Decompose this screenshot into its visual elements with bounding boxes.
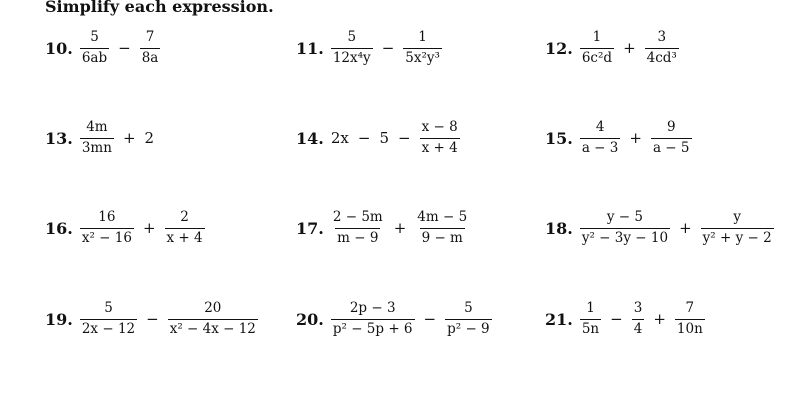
fraction [420, 120, 460, 156]
denominator: 8a [141, 49, 159, 66]
operator: + [122, 129, 136, 148]
denominator: 6ab [81, 49, 108, 66]
problem-number: 13. [45, 128, 73, 148]
fraction [403, 30, 442, 66]
denominator: y² − 3y − 10 [581, 229, 669, 246]
fraction [80, 210, 134, 246]
problem-number: 21. [545, 309, 573, 329]
numerator: x − 8 [421, 119, 458, 135]
numerator: 5 [347, 29, 357, 45]
fraction [331, 301, 415, 337]
operator: − [423, 310, 437, 329]
fraction [168, 301, 258, 337]
problem-14 [296, 120, 463, 156]
numerator: y − 5 [606, 209, 644, 225]
fraction [165, 210, 205, 246]
numerator: 5 [464, 300, 473, 316]
operator: + [679, 219, 692, 238]
fraction [415, 210, 469, 246]
fraction [580, 30, 614, 66]
denominator: x² − 16 [81, 229, 132, 246]
fraction [580, 120, 621, 156]
denominator: 12x⁴y [332, 49, 371, 66]
denominator: 5n [581, 320, 600, 337]
denominator: 10n [676, 320, 703, 337]
denominator: x + 4 [421, 139, 458, 156]
problem-12 [545, 30, 682, 66]
term: 2x [330, 129, 349, 148]
fraction [701, 210, 774, 246]
problem-number: 14. [296, 128, 324, 148]
operator: − [381, 39, 395, 58]
term: 2 [144, 129, 155, 148]
problem-number: 10. [45, 38, 73, 58]
denominator: 9 − m [421, 229, 463, 246]
numerator: 9 [666, 119, 676, 135]
problem-number: 18. [545, 218, 573, 238]
operator: − [397, 129, 411, 148]
numerator: 4 [595, 119, 605, 135]
fraction [580, 301, 601, 337]
fraction [140, 30, 161, 66]
numerator: 1 [586, 300, 595, 316]
problem-19 [45, 301, 261, 337]
denominator: 2x − 12 [81, 320, 136, 337]
fraction [331, 210, 385, 246]
fraction [445, 301, 492, 337]
numerator: 5 [90, 29, 99, 45]
problem-number: 11. [296, 38, 324, 58]
operator: + [653, 310, 666, 329]
denominator: m − 9 [337, 229, 379, 246]
fraction [580, 210, 670, 246]
denominator: 4cd³ [646, 49, 677, 66]
operator: − [118, 39, 131, 58]
fraction [80, 120, 114, 156]
problem-18 [545, 210, 777, 246]
numerator: 1 [418, 29, 427, 45]
numerator: y [733, 209, 741, 225]
denominator: x + 4 [166, 229, 203, 246]
numerator: 3 [657, 29, 667, 45]
problem-number: 17. [296, 218, 324, 238]
numerator: 3 [633, 300, 643, 316]
problem-10 [45, 30, 163, 66]
problem-20 [296, 301, 495, 337]
operator: + [393, 219, 407, 238]
operator: + [142, 219, 156, 238]
denominator: 4 [633, 320, 643, 337]
fraction [651, 120, 692, 156]
numerator: 2p − 3 [349, 300, 396, 316]
denominator: 5x²y³ [405, 49, 440, 66]
numerator: 7 [685, 300, 695, 316]
numerator: 2 − 5m [332, 209, 383, 225]
fraction [80, 301, 137, 337]
problem-number: 15. [545, 128, 573, 148]
problem-11 [296, 30, 445, 66]
numerator: 1 [592, 29, 602, 45]
numerator: 2 [180, 209, 189, 225]
denominator: p² − 9 [447, 320, 490, 337]
denominator: y² + y − 2 [702, 229, 772, 246]
fraction [331, 30, 373, 66]
denominator: p² − 5p + 6 [332, 320, 413, 337]
fraction [80, 30, 109, 66]
denominator: 6c²d [581, 49, 613, 66]
numerator: 20 [204, 300, 222, 316]
fraction [645, 30, 679, 66]
problem-number: 16. [45, 218, 73, 238]
worksheet-heading: Simplify each expression. [45, 0, 274, 16]
problem-17 [296, 210, 472, 246]
problem-number: 19. [45, 309, 73, 329]
numerator: 4m − 5 [417, 209, 468, 225]
operator: + [623, 39, 636, 58]
operator: + [629, 129, 642, 148]
term: 5 [379, 129, 389, 148]
numerator: 7 [145, 29, 155, 45]
numerator: 4m [86, 119, 108, 135]
problem-16 [45, 210, 208, 246]
operator: − [146, 310, 159, 329]
fraction [675, 301, 705, 337]
fraction [632, 301, 645, 337]
problem-21 [545, 301, 708, 337]
numerator: 5 [104, 300, 113, 316]
denominator: 3mn [81, 139, 112, 156]
operator: − [610, 310, 623, 329]
problem-15 [545, 120, 695, 156]
problem-13 [45, 120, 157, 156]
denominator: a − 3 [581, 139, 619, 156]
operator: − [357, 129, 371, 148]
denominator: a − 5 [652, 139, 690, 156]
numerator: 16 [98, 209, 116, 225]
problem-number: 20. [296, 309, 324, 329]
denominator: x² − 4x − 12 [169, 320, 256, 337]
problem-number: 12. [545, 38, 573, 58]
